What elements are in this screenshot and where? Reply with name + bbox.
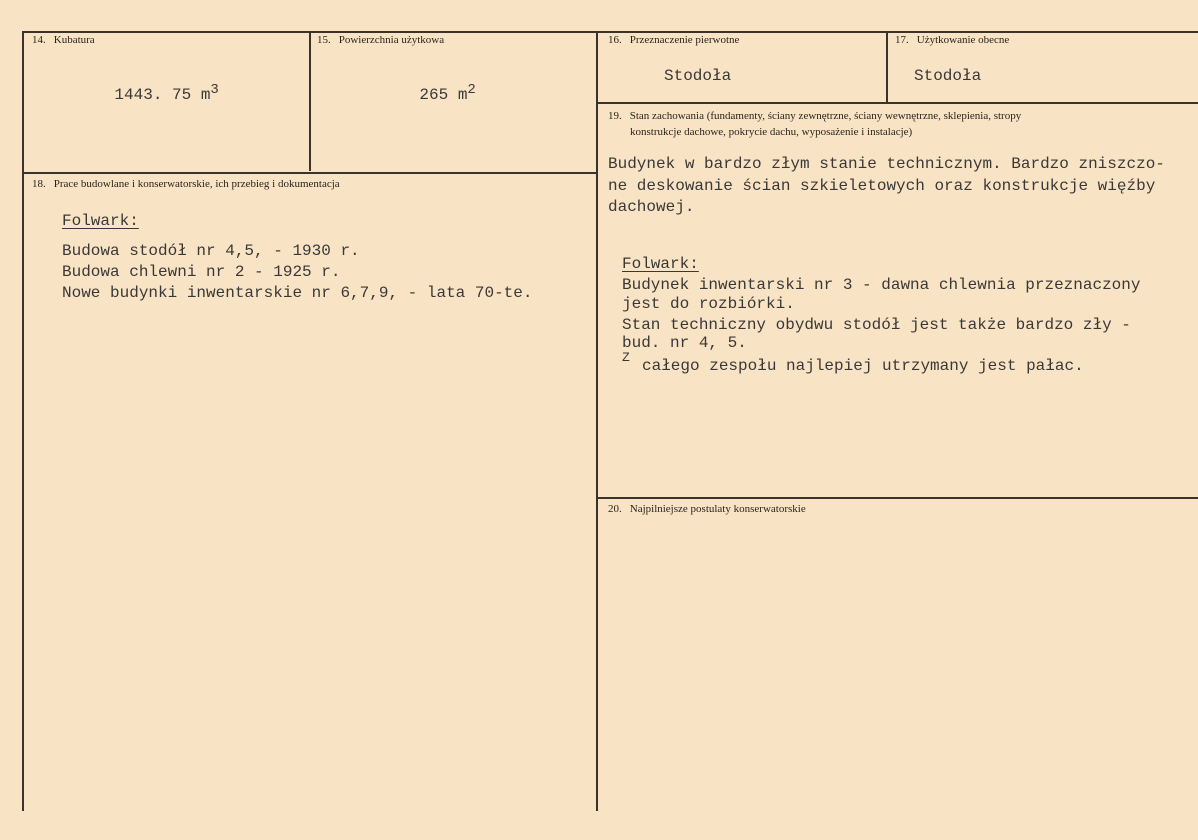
rule-right-mid [597,497,1198,499]
field-19-para-2: ne deskowanie ścian szkieletowych oraz konstrukcje więźby [608,177,1156,195]
field-19-margin-mark: Z [622,350,630,365]
field-19-line-4: bud. nr 4, 5. [622,334,747,352]
rule-top [22,31,1198,33]
field-16-value: Stodoła [664,67,732,85]
field-14-label: 14. Kubatura [32,34,95,46]
field-17-label: 17. Użytkowanie obecne [895,34,1010,46]
field-19-line-5: całego zespołu najlepiej utrzymany jest pałac. [642,357,1084,375]
rule-16-17 [886,31,888,102]
field-19-line-3: Stan techniczny obydwu stodół jest także bardzo zły - [622,316,1131,334]
field-16-label: 16. Przeznaczenie pierwotne [608,34,740,46]
field-19-para-3: dachowej. [608,198,695,216]
field-18-line-2: Budowa chlewni nr 2 - 1925 r. [62,263,341,281]
field-18-label: 18. Prace budowlane i konserwatorskie, ich przebieg i dokumentacja [32,178,340,190]
field-14-value: 1443. 75 $m^3$ [114,82,219,104]
rule-right-top [597,102,1198,104]
field-18-heading: Folwark: [62,212,139,230]
field-19-para-1: Budynek w bardzo złym stanie technicznym. Bardzo zniszczo- [608,155,1165,173]
field-15-label: 15. Powierzchnia użytkowa [317,34,445,46]
rule-center [596,31,598,811]
field-18-line-3: Nowe budynki inwentarskie nr 6,7,9, - lata 70-te. [62,284,533,302]
rule-left [22,31,24,811]
field-19-line-2: jest do rozbiórki. [622,295,795,313]
rule-14-15 [309,31,311,171]
rule-left-mid [22,172,597,174]
field-20-label: 20. Najpilniejsze postulaty konserwatorskie [608,503,806,515]
field-19-heading: Folwark: [622,255,699,273]
field-18-line-1: Budowa stodół nr 4,5, - 1930 r. [62,242,360,260]
field-15-value: 265 $m^2$ [419,82,476,104]
field-19-line-1: Budynek inwentarski nr 3 - dawna chlewnia przeznaczony [622,276,1141,294]
field-17-value: Stodoła [914,67,982,85]
field-19-label: 19. Stan zachowania (fundamenty, ściany zewnętrzne, ściany wewnętrzne, sklepienia, stropy konstrukcje dachowe, pokrycie dachu, wyposażenie i instalacje) [608,110,1022,138]
